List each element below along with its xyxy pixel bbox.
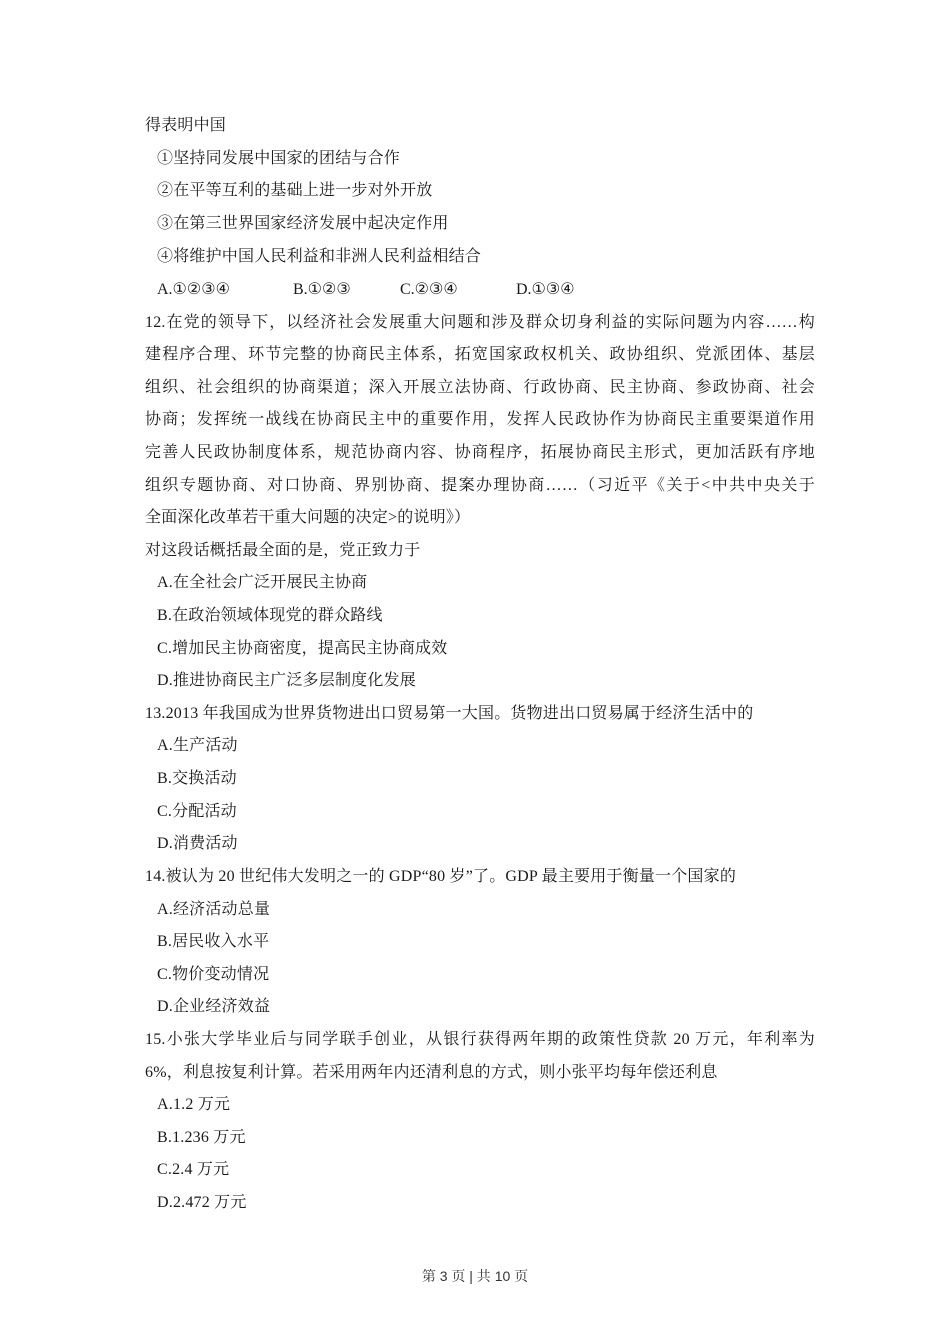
q15-option-c: C.2.4 万元 — [157, 1161, 230, 1178]
q13-option-c: C.分配活动 — [157, 803, 237, 820]
q14-stem: 14.被认为 20 世纪伟大发明之一的 GDP“80 岁”了。GDP 最主要用于衡量一个国家的 — [145, 868, 737, 885]
q13-option-b: B.交换活动 — [157, 770, 237, 787]
q15-option-b: B.1.236 万元 — [157, 1129, 246, 1146]
q13-option-a: A.生产活动 — [157, 737, 238, 754]
q11-stem-end: 得表明中国 — [145, 117, 227, 134]
q11-option-c: C.②③④ — [400, 281, 458, 298]
q14-option-d: D.企业经济效益 — [157, 998, 271, 1015]
q11-option-d: D.①③④ — [516, 281, 575, 298]
q12-stem-line-4: 协商；发挥统一战线在协商民主中的重要作用，发挥人民政协作为协商民主重要渠道作用 — [145, 411, 815, 428]
q11-option-a: A.①②③④ — [157, 281, 230, 298]
q15-stem-line-2: 6%，利息按复利计算。若采用两年内还清利息的方式，则小张平均每年偿还利息 — [145, 1064, 718, 1081]
q12-option-c: C.增加民主协商密度，提高民主协商成效 — [157, 640, 448, 657]
q11-option-b: B.①②③ — [293, 281, 351, 298]
q12-stem-line-1: 12.在党的领导下，以经济社会发展重大问题和涉及群众切身利益的实际问题为内容……构 — [145, 314, 815, 331]
q14-option-a: A.经济活动总量 — [157, 901, 271, 918]
q12-question: 对这段话概括最全面的是，党正致力于 — [145, 542, 421, 559]
q12-option-b: B.在政治领域体现党的群众路线 — [157, 607, 383, 624]
q11-statement-4: ④将维护中国人民利益和非洲人民利益相结合 — [157, 248, 482, 265]
q11-statement-1: ①坚持同发展中国家的团结与合作 — [157, 150, 401, 167]
q12-stem-line-6: 组织专题协商、对口协商、界别协商、提案办理协商……（习近平《关于<中共中央关于 — [145, 477, 815, 494]
q14-option-b: B.居民收入水平 — [157, 933, 270, 950]
q14-option-c: C.物价变动情况 — [157, 966, 270, 983]
q11-statement-2: ②在平等互利的基础上进一步对外开放 — [157, 182, 433, 199]
q12-stem-line-5: 完善人民政协制度体系，规范协商内容、协商程序，拓展协商民主形式，更加活跃有序地 — [145, 444, 815, 461]
q15-stem-line-1: 15.小张大学毕业后与同学联手创业，从银行获得两年期的政策性贷款 20 万元，年利率为 — [145, 1031, 815, 1048]
q12-option-d: D.推进协商民主广泛多层制度化发展 — [157, 672, 416, 689]
q12-stem-line-3: 组织、社会组织的协商渠道；深入开展立法协商、行政协商、民主协商、参政协商、社会 — [145, 379, 815, 396]
q12-stem-line-7: 全面深化改革若干重大问题的决定>的说明》） — [145, 509, 471, 526]
page-indicator: 第 3 页 | 共 10 页 — [421, 1268, 529, 1284]
q12-stem-line-2: 建程序合理、环节完整的协商民主体系，拓宽国家政权机关、政协组织、党派团体、基层 — [145, 346, 815, 363]
q11-statement-3: ③在第三世界国家经济发展中起决定作用 — [157, 215, 449, 232]
q15-option-a: A.1.2 万元 — [157, 1096, 231, 1113]
q15-option-d: D.2.472 万元 — [157, 1194, 247, 1211]
q12-option-a: A.在全社会广泛开展民主协商 — [157, 574, 368, 591]
q13-option-d: D.消费活动 — [157, 835, 238, 852]
q13-stem: 13.2013 年我国成为世界货物进出口贸易第一大国。货物进出口贸易属于经济生活中的 — [145, 705, 754, 722]
